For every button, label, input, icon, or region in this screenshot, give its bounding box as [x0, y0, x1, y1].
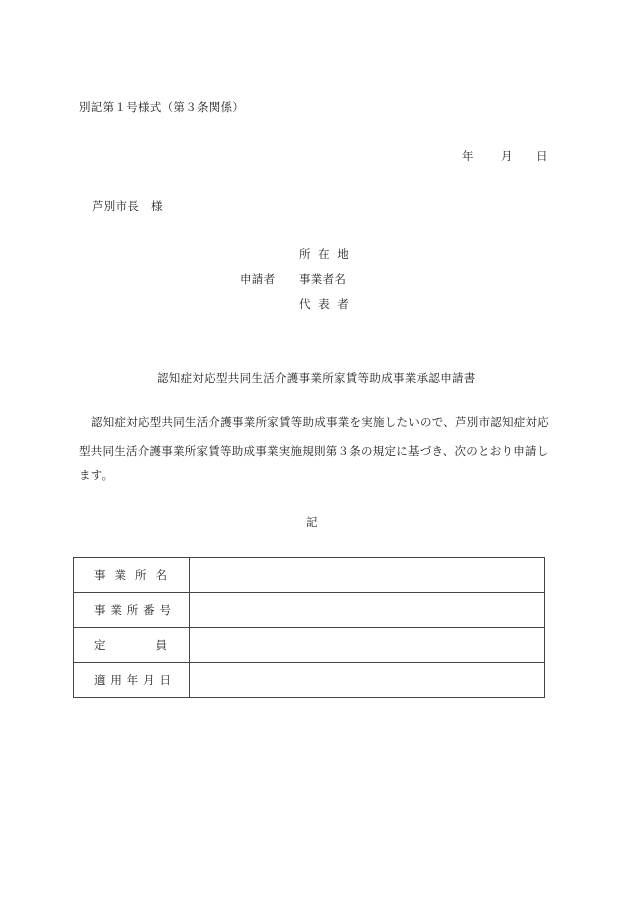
applicant-field-representative: 代 表 者 [299, 297, 351, 311]
row-label-business-number: 事業所番号 [74, 593, 190, 628]
table-row [74, 558, 545, 593]
row-label-capacity: 定員 [74, 628, 190, 663]
document-title: 認知症対応型共同生活介護事業所家賃等助成事業承認申請書 [157, 371, 476, 385]
body-line-3: ます。 [79, 468, 114, 482]
date-month: 月 [501, 149, 513, 163]
date-year: 年 [462, 149, 474, 163]
row-label-business-name: 事業所名 [74, 558, 190, 593]
application-table [73, 557, 545, 698]
date-day: 日 [536, 149, 548, 163]
date-line [462, 148, 552, 164]
table-row [74, 593, 545, 628]
applicant-field-business-name: 事業者名 [299, 272, 347, 286]
table-row [74, 628, 545, 663]
row-value-business-name[interactable] [190, 558, 545, 593]
row-value-capacity[interactable] [190, 628, 545, 663]
ki-marker: 記 [306, 515, 318, 529]
table-row [74, 663, 545, 698]
row-label-effective-date: 適用年月日 [74, 663, 190, 698]
body-line-2: 型共同生活介護事業所家賃等助成事業実施規則第３条の規定に基づき、次のとおり申請し [79, 444, 549, 458]
addressee: 芦別市長 様 [92, 199, 163, 213]
body-line-1: 認知症対応型共同生活介護事業所家賃等助成事業を実施したいので、芦別市認知症対応 [91, 415, 550, 429]
applicant-field-address: 所 在 地 [299, 247, 351, 261]
row-value-business-number[interactable] [190, 593, 545, 628]
row-value-effective-date[interactable] [190, 663, 545, 698]
form-label: 別記第１号様式（第３条関係） [79, 100, 245, 114]
body-paragraph [79, 408, 549, 484]
applicant-role-label: 申請者 [240, 272, 276, 286]
